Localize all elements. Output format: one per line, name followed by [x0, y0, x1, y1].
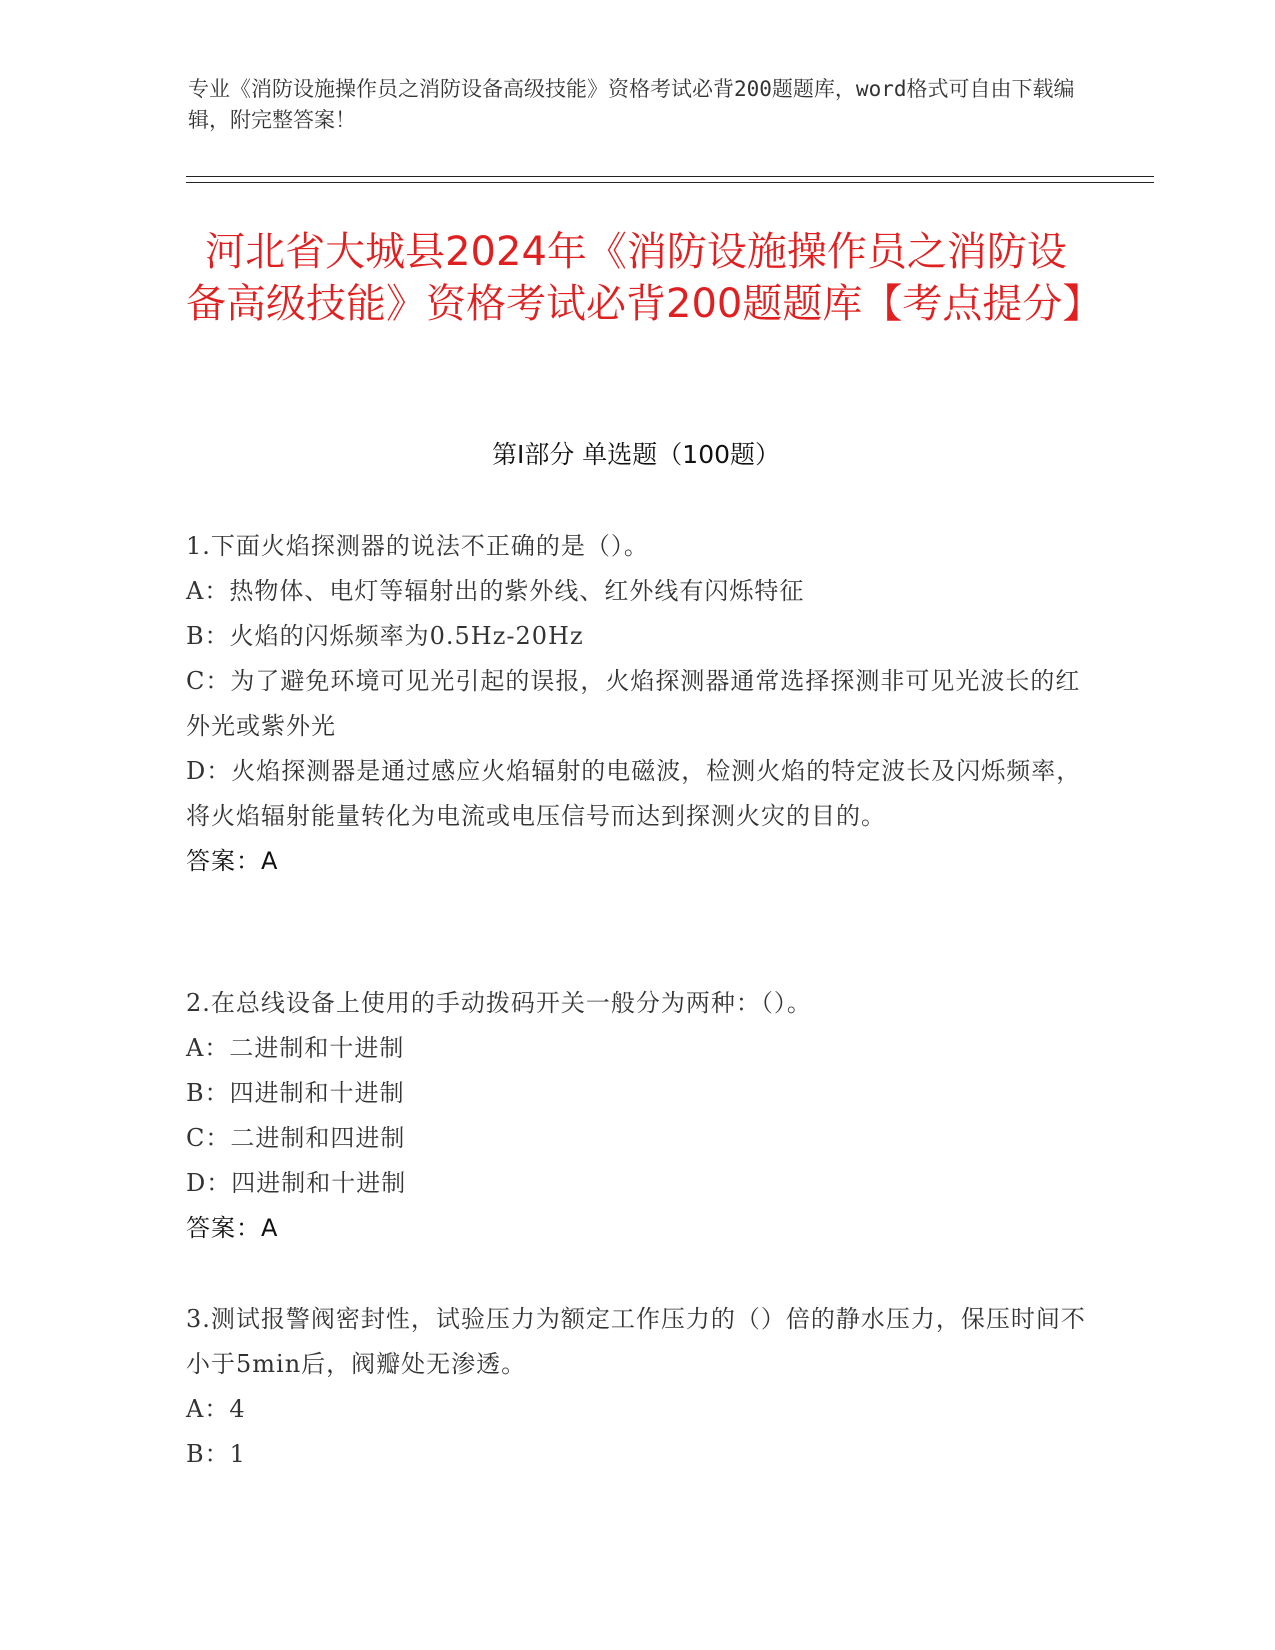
document-title: 河北省大城县2024年《消防设施操作员之消防设备高级技能》资格考试必背200题题库【考点提分】: [186, 229, 1103, 327]
question-2: [186, 981, 1086, 1251]
question-stem: 1.下面火焰探测器的说法不正确的是（）。: [186, 532, 649, 560]
header-divider-secondary: [186, 182, 1154, 183]
option-a: A：热物体、电灯等辐射出的紫外线、红外线有闪烁特征: [186, 577, 805, 605]
option-c: C：二进制和四进制: [186, 1124, 406, 1152]
question-stem: 3.测试报警阀密封性，试验压力为额定工作压力的（）倍的静水压力，保压时间不小于5min后，阀瓣处无渗透。: [186, 1305, 1086, 1378]
question-stem: 2.在总线设备上使用的手动拨码开关一般分为两种：（）。: [186, 989, 812, 1017]
option-a: A：二进制和十进制: [186, 1034, 405, 1062]
option-a: A：4: [186, 1395, 246, 1423]
answer: 答案：A: [186, 847, 279, 875]
option-b: B：火焰的闪烁频率为0.5Hz-20Hz: [186, 622, 584, 650]
header-divider: [186, 176, 1154, 177]
option-d: D：火焰探测器是通过感应火焰辐射的电磁波，检测火焰的特定波长及闪烁频率，将火焰辐射能量转化为电流或电压信号而达到探测火灾的目的。: [186, 757, 1082, 830]
header-note: 专业《消防设施操作员之消防设备高级技能》资格考试必背200题题库，word格式可自由下载编辑，附完整答案！: [188, 77, 1075, 132]
option-d: D：四进制和十进制: [186, 1169, 407, 1197]
answer: 答案：A: [186, 1214, 279, 1242]
option-c: C：为了避免环境可见光引起的误报，火焰探测器通常选择探测非可见光波长的红外光或紫外光: [186, 667, 1081, 740]
question-1: [186, 524, 1086, 884]
question-3: [186, 1297, 1086, 1477]
section-title: 第I部分 单选题（100题）: [491, 440, 781, 469]
option-b: B：1: [186, 1440, 246, 1468]
option-b: B：四进制和十进制: [186, 1079, 405, 1107]
